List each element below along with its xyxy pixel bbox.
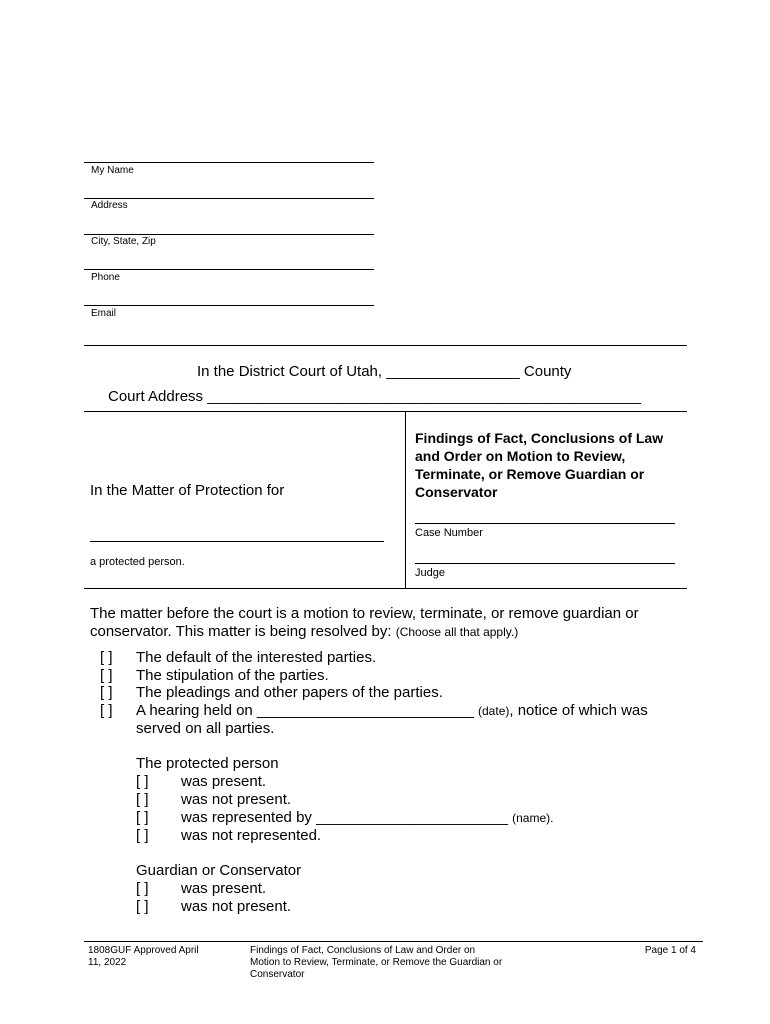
- my-name-label: My Name: [91, 165, 134, 176]
- email-line: [84, 305, 374, 306]
- guardian-not-present: was not present.: [181, 898, 292, 915]
- checkbox-pp-not-represented[interactable]: [ ]: [136, 827, 149, 844]
- represented-name-blank: _______________________: [316, 809, 508, 826]
- matter-of-protection: In the Matter of Protection for: [90, 482, 285, 499]
- address-label: Address: [91, 200, 128, 211]
- caption-bottom-rule: [84, 588, 687, 589]
- footer-document-name: [250, 945, 550, 981]
- hearing-suffix: , notice of which was: [509, 702, 648, 719]
- pp-present: was present.: [181, 773, 267, 790]
- city-line: [84, 234, 374, 235]
- pp-not-represented: was not represented.: [181, 827, 322, 844]
- address-line: [84, 198, 374, 199]
- court-address-blank: ____________________________________________________: [207, 388, 642, 405]
- represented-prefix: was represented by: [181, 809, 317, 826]
- county-blank: ________________: [386, 363, 520, 380]
- court-district-prefix: In the District Court of Utah,: [197, 363, 387, 380]
- hearing-prefix: A hearing held on: [136, 702, 257, 719]
- protected-person-heading: The protected person: [136, 755, 279, 772]
- hearing-date-note: (date): [478, 704, 510, 718]
- option-hearing: [136, 702, 648, 720]
- guardian-present: was present.: [181, 880, 267, 897]
- option-pleadings: The pleadings and other papers of the parties.: [136, 684, 443, 701]
- intro-choose-note: (Choose all that apply.): [395, 625, 519, 639]
- intro-line-1: The matter before the court is a motion to review, terminate, or remove guardian or: [90, 605, 639, 622]
- intro-line-2: [90, 623, 518, 641]
- footer-page-number: Page 1 of 4: [644, 945, 696, 956]
- document-title: Findings of Fact, Conclusions of Law and Order on Motion to Review, Terminate, or Remove Guardian or Conservator: [415, 430, 664, 500]
- county-suffix: County: [519, 363, 572, 380]
- court-address-label: Court Address: [108, 388, 208, 405]
- guardian-heading: Guardian or Conservator: [136, 862, 302, 879]
- hearing-date-blank: __________________________: [256, 702, 474, 719]
- checkbox-pleadings[interactable]: [ ]: [100, 684, 113, 701]
- footer-doc-line-2: Motion to Review, Terminate, or Remove the Guardian or: [250, 957, 503, 968]
- checkbox-guardian-present[interactable]: [ ]: [136, 880, 149, 897]
- pp-represented: [181, 809, 553, 827]
- name-line: [84, 162, 374, 163]
- footer-form-id: [88, 945, 228, 969]
- represented-name-note: (name).: [512, 811, 554, 825]
- phone-label: Phone: [91, 272, 120, 283]
- case-number-label: Case Number: [415, 527, 483, 539]
- checkbox-pp-present[interactable]: [ ]: [136, 773, 149, 790]
- hearing-line-2: served on all parties.: [136, 720, 275, 737]
- footer-doc-line-1: Findings of Fact, Conclusions of Law and Order on: [250, 945, 476, 956]
- pp-not-present: was not present.: [181, 791, 292, 808]
- city-state-zip-label: City, State, Zip: [91, 236, 156, 247]
- checkbox-pp-represented[interactable]: [ ]: [136, 809, 149, 826]
- judge-label: Judge: [415, 567, 445, 579]
- caption-divider: [405, 412, 406, 589]
- email-label: Email: [91, 308, 117, 319]
- court-district-line: [197, 363, 571, 380]
- option-default: The default of the interested parties.: [136, 649, 377, 666]
- protected-person-blank: [90, 541, 384, 542]
- footer-form-id-line-2: 11, 2022: [88, 957, 127, 968]
- court-address-line: [108, 388, 641, 405]
- intro-line-2-text: conservator. This matter is being resolved by:: [90, 623, 396, 640]
- checkbox-stipulation[interactable]: [ ]: [100, 667, 113, 684]
- option-stipulation: The stipulation of the parties.: [136, 667, 329, 684]
- court-header-bottom-rule: [84, 411, 687, 412]
- court-header-top-rule: [84, 345, 687, 346]
- checkbox-pp-not-present[interactable]: [ ]: [136, 791, 149, 808]
- case-number-line: [415, 523, 675, 524]
- footer-form-id-line-1: 1808GUF Approved April: [88, 945, 199, 956]
- protected-person-label: a protected person.: [90, 556, 185, 568]
- checkbox-hearing[interactable]: [ ]: [100, 702, 113, 719]
- judge-line: [415, 563, 675, 564]
- checkbox-guardian-not-present[interactable]: [ ]: [136, 898, 149, 915]
- phone-line: [84, 269, 374, 270]
- footer-rule: [84, 941, 703, 942]
- footer-doc-line-3: Conservator: [250, 969, 305, 980]
- checkbox-default[interactable]: [ ]: [100, 649, 113, 666]
